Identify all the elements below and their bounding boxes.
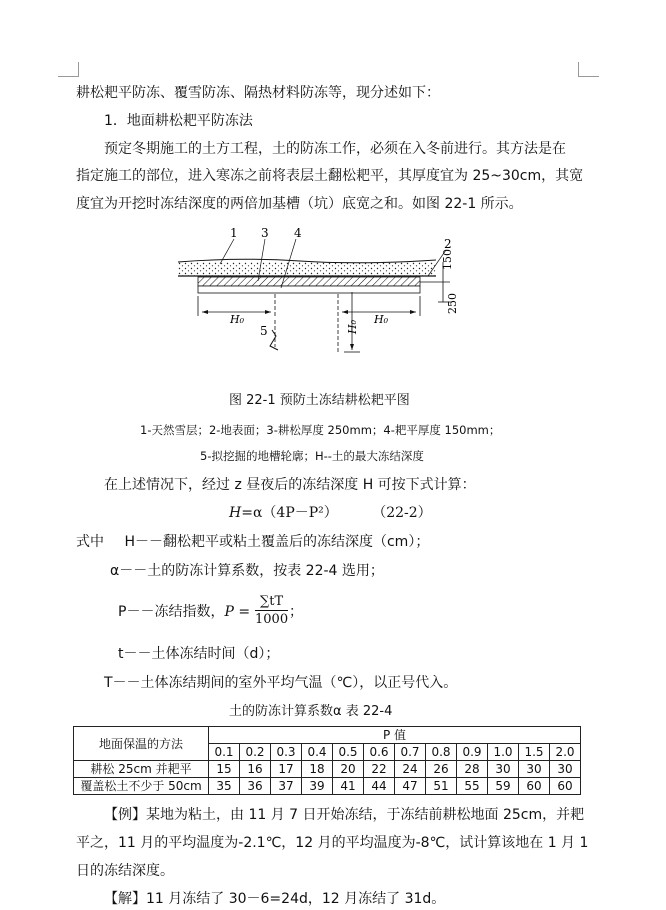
- formula-rhs: α（4P－P²）: [252, 505, 338, 521]
- paragraph-line: 预定冬期施工的土方工程，土的防冻工作，必须在入冬前进行。其方法是在: [104, 141, 566, 157]
- p-value-cell: 2.0: [550, 744, 581, 761]
- coefficient-cell: 47: [395, 778, 426, 795]
- coefficient-cell: 44: [364, 778, 395, 795]
- definition-text: H－－翻松耙平或粘土覆盖后的冻结深度（cm）；: [124, 534, 430, 550]
- coefficient-cell: 20: [333, 761, 364, 778]
- example-line: 平之，11 月的平均温度为-2.1℃，12 月的平均温度为-8℃，试计算该地在 1 月 1: [76, 835, 589, 851]
- coefficient-cell: 30: [488, 761, 519, 778]
- formula-number: （22-2）: [372, 505, 432, 521]
- coefficient-cell: 51: [426, 778, 457, 795]
- p-value-cell: 1.5: [519, 744, 550, 761]
- example-tag: 【例】: [104, 807, 146, 823]
- coefficient-cell: 28: [457, 761, 488, 778]
- coefficient-cell: 59: [488, 778, 519, 795]
- crop-mark-top-right: [578, 62, 599, 77]
- p-value-cell: 0.2: [240, 744, 271, 761]
- crop-mark-top-left: [58, 62, 79, 77]
- coefficient-cell: 55: [457, 778, 488, 795]
- label-4: 4: [294, 226, 302, 240]
- definition-end: ；: [289, 604, 303, 620]
- coefficient-cell: 37: [271, 778, 302, 795]
- harrowed-layer: [198, 277, 420, 286]
- coefficient-cell: 30: [519, 761, 550, 778]
- example-text: 某地为粘土，由 11 月 7 日开始冻结，于冻结前耕松地面 25cm，并耙: [146, 807, 585, 823]
- coefficient-cell: 39: [302, 778, 333, 795]
- table-header-row: [74, 727, 581, 744]
- paragraph-line: 在上述情况下，经过 z 昼夜后的冻结深度 H 可按下式计算：: [104, 477, 476, 493]
- formula-lhs: H=: [229, 505, 253, 521]
- loosened-layer: [198, 286, 420, 293]
- paragraph-line: 指定施工的部位，进入寒冻之前将表层土翻松耙平，其厚度宜为 25~30cm，其宽: [76, 168, 584, 184]
- coefficient-cell: 15: [209, 761, 240, 778]
- p-value-cell: 0.1: [209, 744, 240, 761]
- definition-H: [76, 533, 429, 551]
- coefficient-cell: 30: [550, 761, 581, 778]
- definition-text: P－－冻结指数，: [118, 604, 225, 620]
- label-5: 5: [260, 324, 268, 338]
- coefficient-cell: 36: [240, 778, 271, 795]
- coefficient-cell: 26: [426, 761, 457, 778]
- dim-150-label: 150: [441, 249, 454, 270]
- coefficient-cell: 16: [240, 761, 271, 778]
- example-line: [104, 806, 584, 824]
- row-label: 耕松 25cm 并耙平: [74, 761, 209, 778]
- solution-tag: 【解】: [104, 891, 146, 907]
- p-value-cell: 0.3: [271, 744, 302, 761]
- definition-P: [118, 603, 250, 621]
- table-row: [74, 761, 581, 778]
- label-1: 1: [230, 226, 238, 240]
- figure-22-1: [160, 222, 480, 372]
- coefficient-cell: 24: [395, 761, 426, 778]
- definition-t: t－－土体冻结时间（d）；: [118, 646, 280, 662]
- example-line: 日的冻结深度。: [76, 863, 174, 879]
- definition-alpha: α－－土的防冻计算系数，按表 22-4 选用；: [110, 563, 384, 579]
- snow-layer: [178, 262, 436, 276]
- solution-text: 11 月冻结了 30－6=24d，12 月冻结了 31d。: [146, 891, 446, 907]
- table-row: [74, 778, 581, 795]
- coefficient-cell: 17: [271, 761, 302, 778]
- table-title: 土的防冻计算系数α 表 22-4: [229, 704, 393, 719]
- definition-T: T－－土体冻结期间的室外平均气温（℃），以正号代入。: [104, 675, 458, 691]
- coefficient-cell: 60: [519, 778, 550, 795]
- row-label: 覆盖松土不少于 50cm: [74, 778, 209, 795]
- h0-label: H₀: [230, 313, 245, 326]
- h0-label: H₀: [374, 313, 389, 326]
- figure-legend-line: 5-拟挖掘的地槽轮廓；H--土的最大冻结深度: [200, 449, 424, 463]
- coefficient-table: [73, 726, 581, 795]
- method-header: 地面保温的方法: [74, 727, 209, 761]
- label-2: 2: [444, 237, 452, 251]
- p-value-cell: 0.7: [395, 744, 426, 761]
- formula-22-2: [229, 504, 432, 522]
- section-heading: 1．地面耕松耙平防冻法: [104, 113, 253, 129]
- coefficient-cell: 18: [302, 761, 333, 778]
- p-value-header: P 值: [209, 727, 581, 744]
- h0-vertical-label: H₀: [346, 319, 359, 334]
- p-value-cell: 0.6: [364, 744, 395, 761]
- where-prefix: 式中: [76, 534, 104, 550]
- fraction-P: [255, 594, 288, 627]
- figure-caption: 图 22-1 预防土冻结耕松耙平图: [229, 393, 410, 408]
- coefficient-cell: 22: [364, 761, 395, 778]
- p-value-cell: 0.5: [333, 744, 364, 761]
- fraction-numerator: ∑tT: [255, 594, 288, 611]
- coefficient-cell: 41: [333, 778, 364, 795]
- coefficient-cell: 35: [209, 778, 240, 795]
- coefficient-cell: 60: [550, 778, 581, 795]
- label-3: 3: [261, 226, 269, 240]
- intro-paragraph: 耕松耙平防冻、覆雪防冻、隔热材料防冻等，现分述如下：: [76, 85, 440, 101]
- p-value-cell: 0.8: [426, 744, 457, 761]
- solution-line: [104, 890, 445, 908]
- paragraph-line: 度宜为开挖时冻结深度的两倍加基槽（坑）底宽之和。如图 22-1 所示。: [76, 196, 523, 212]
- dim-250-label: 250: [446, 293, 459, 314]
- figure-legend-line: 1-天然雪层；2-地表面；3-耕松厚度 250mm；4-耙平厚度 150mm；: [140, 423, 501, 437]
- fraction-denominator: 1000: [255, 612, 289, 627]
- p-value-cell: 0.4: [302, 744, 333, 761]
- p-value-cell: 0.9: [457, 744, 488, 761]
- p-value-cell: 1.0: [488, 744, 519, 761]
- formula-P-lhs: P =: [224, 604, 251, 620]
